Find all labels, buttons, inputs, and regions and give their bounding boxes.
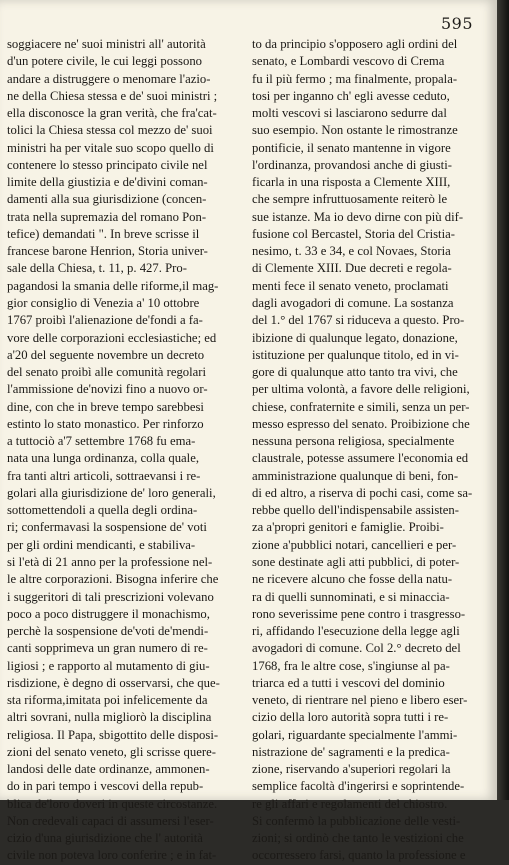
text-line: i suggeritori di tali prescrizioni volevano bbox=[7, 589, 214, 604]
text-line: d'un potere civile, le cui leggi possono bbox=[7, 54, 203, 69]
text-line: sottomettendoli a quella degli ordina- bbox=[7, 503, 198, 518]
text-line: golari, riguardante specialmente l'ammi- bbox=[252, 727, 458, 742]
text-line: avogadori di comune. Col 2.° decreto del bbox=[252, 641, 461, 656]
text-line: vore delle corporazioni ecclesiastiche; ed bbox=[7, 330, 217, 345]
text-line: per gli ordini mendicanti, e stabiliva- bbox=[7, 537, 196, 552]
text-line: occorressero farsi, quanto la professione e bbox=[252, 848, 466, 863]
text-line: che sempre infruttuosamente reiterò le bbox=[252, 192, 448, 207]
text-line: tolici la Chiesa stessa col mezzo de' suoi bbox=[7, 123, 213, 138]
text-line: do in pari tempo i vescovi della repub- bbox=[7, 779, 204, 794]
text-line: nessuna persona religiosa, specialmente bbox=[252, 434, 455, 449]
text-line: sale della Chiesa, t. 11, p. 427. Pro- bbox=[7, 261, 187, 276]
text-line: messo espresso del senato. Proibizione che bbox=[252, 416, 470, 431]
page-number: 595 bbox=[440, 14, 473, 33]
text-line: Non credevali capaci di assumersi l'eser- bbox=[7, 813, 214, 828]
text-line: re gli affari e regolamenti del chiostro. bbox=[252, 796, 448, 811]
text-line: ri; confermavasi la sospensione de' voti bbox=[7, 520, 207, 535]
text-line: fu il più fermo ; ma finalmente, propala- bbox=[252, 71, 458, 86]
text-line: semplice facoltà d'ingerirsi e soprintende- bbox=[252, 779, 465, 794]
text-line: l'ammissione de'novizi fino a nuovo or- bbox=[7, 382, 208, 397]
text-line: 1768, fra le altre cose, s'ingiunse al pa- bbox=[252, 658, 450, 673]
text-line: religiosa. Il Papa, sbigottito delle disposi- bbox=[7, 727, 219, 742]
text-line: l'ordinanza, provandosi anche di giusti- bbox=[252, 157, 452, 172]
text-line: cizio d'una giurisdizione che l' autorità bbox=[7, 831, 203, 846]
text-line: si l'età di 21 anno per la professione nel- bbox=[7, 554, 213, 569]
text-line: pagandosi la smania delle riforme,il mag- bbox=[7, 278, 219, 293]
text-line: contenere lo stesso principato civile nel bbox=[7, 157, 208, 172]
text-line: soggiacere ne' suoi ministri all' autorità bbox=[7, 37, 206, 51]
text-line: cizio della loro autorità sopra tutti i re- bbox=[252, 710, 449, 725]
text-line: civile non poteva loro conferire ; e in fat- bbox=[7, 848, 217, 863]
text-line: rebbe quello dell'indispensabile assisten- bbox=[252, 503, 459, 518]
text-line: zioni; si ordinò che tanto le vestizioni che bbox=[252, 831, 464, 846]
text-line: poco a poco distruggere il monachismo, bbox=[7, 606, 210, 621]
text-line: perchè la sospensione de'voti de'mendi- bbox=[7, 624, 209, 639]
text-line: di ed altro, a riserva di pochi casi, come sa- bbox=[252, 485, 473, 500]
text-line: ne della Chiesa stessa e de' suoi ministri ; bbox=[7, 88, 218, 103]
text-line: dagli avogadori di comune. La sostanza bbox=[252, 295, 454, 310]
text-line: a'20 del seguente novembre un decreto bbox=[7, 347, 205, 362]
text-line: fusione col Bercastel, Storia del Cristia- bbox=[252, 226, 455, 241]
right-paragraph bbox=[252, 36, 492, 865]
text-line: altri sovrani, nulla migliorò la disciplina bbox=[7, 710, 212, 725]
text-line: canti sopprimeva un gran numero di re- bbox=[7, 641, 208, 656]
text-line: chiese, confraternite e simili, senza un per- bbox=[252, 399, 470, 414]
text-line: molti vescovi si lasciarono sedurre dal bbox=[252, 106, 447, 121]
text-line: veneto, di rientrare nel pieno e libero eser- bbox=[252, 693, 468, 708]
text-line: a tuttociò a'7 settembre 1768 fu ema- bbox=[7, 434, 196, 449]
text-line: ministri ha per vitale suo scopo quello di bbox=[7, 140, 214, 155]
text-line: zione, riservando a'superiori regolari la bbox=[252, 762, 451, 777]
text-line: Si confermò la pubblicazione delle vesti- bbox=[252, 813, 461, 828]
text-line: za a'propri genitori e famiglie. Proibi- bbox=[252, 520, 444, 535]
text-line: claustrale, potesse assumere l'economia ed bbox=[252, 451, 469, 466]
text-line: nata una lunga ordinanza, colla quale, bbox=[7, 451, 199, 466]
text-line: estinto lo stato monastico. Per rinforzo bbox=[7, 416, 204, 431]
text-line: sue istanze. Ma io devo dirne con più dif- bbox=[252, 209, 464, 224]
text-line: damenti alla sua giurisdizione (concen- bbox=[7, 192, 207, 207]
text-line: tefice) demandati ". In breve scrisse il bbox=[7, 226, 200, 241]
text-line: to da principio s'opposero agli ordini del bbox=[252, 37, 458, 51]
text-line: zioni del senato veneto, gli scrisse quere- bbox=[7, 744, 216, 759]
text-line: limite della giustizia e de'divini coman- bbox=[7, 175, 208, 190]
text-line: del senato proibì alle comunità regolari bbox=[7, 365, 207, 380]
text-line: amministrazione qualunque di beni, fon- bbox=[252, 468, 459, 483]
text-line: gore di qualunque atto tanto tra vivi, che bbox=[252, 365, 458, 380]
text-line: gior consiglio di Venezia a' 10 ottobre bbox=[7, 295, 200, 310]
text-line: golari alla giurisdizione de' loro generali, bbox=[7, 485, 216, 500]
text-line: suo esempio. Non ostante le rimostranze bbox=[252, 123, 458, 138]
text-line: dine, con che in breve tempo sarebbesi bbox=[7, 399, 204, 414]
text-line: landosi delle date ordinanze, ammonen- bbox=[7, 762, 210, 777]
text-line: andare a distruggere o menomare l'azio- bbox=[7, 71, 211, 86]
text-line: senato, e Lombardi vescovo di Crema bbox=[252, 54, 445, 69]
left-paragraph bbox=[7, 36, 247, 865]
text-line: zione a'pubblici notari, cancellieri e per- bbox=[252, 537, 457, 552]
text-line: nistrazione de' sagramenti e la predica- bbox=[252, 744, 450, 759]
text-line: del 1.° del 1767 si riduceva a questo. Pro- bbox=[252, 313, 465, 328]
text-line: per ultima volontà, a favore delle religioni, bbox=[252, 382, 470, 397]
text-line: le altre corporazioni. Bisogna inferire che bbox=[7, 572, 219, 587]
text-line: rono severissime pene contro i trasgresso- bbox=[252, 606, 466, 621]
text-line: nesimo, t. 33 e 34, e col Novaes, Storia bbox=[252, 244, 451, 259]
book-gutter-shadow bbox=[497, 0, 509, 800]
text-line: trata nella supremazia del romano Pon- bbox=[7, 209, 207, 224]
text-line: risdizione, è degno di osservarsi, che que- bbox=[7, 675, 220, 690]
text-line: ne ricevere alcuno che fosse della natu- bbox=[252, 572, 453, 587]
text-line: ligiosi ; e rapporto al mutamento di giu- bbox=[7, 658, 210, 673]
text-line: ficarla in una risposta a Clemente XIII, bbox=[252, 175, 451, 190]
text-line: 1767 proibì l'alienazione de'fondi a fa- bbox=[7, 313, 203, 328]
text-line: di Clemente XIII. Due decreti e regola- bbox=[252, 261, 452, 276]
text-line: pontificie, il senato mantenne in vigore bbox=[252, 140, 451, 155]
text-line: sone destinate agli atti pubblici, di poter- bbox=[252, 554, 460, 569]
text-line: fra tanti altri articoli, sottraevansi i re- bbox=[7, 468, 201, 483]
text-line: ri, affidando l'esecuzione della legge agli bbox=[252, 624, 460, 639]
text-line: ra di quelli sunnominati, e si minaccia- bbox=[252, 589, 450, 604]
text-line: menti fece il senato veneto, proclamati bbox=[252, 278, 449, 293]
text-line: ibizione di qualunque legato, donazione, bbox=[252, 330, 458, 345]
text-line: francese barone Henrion, Storia univer- bbox=[7, 244, 208, 259]
right-text-column bbox=[252, 36, 492, 863]
text-line: sta riforma,imitata poi infelicemente da bbox=[7, 693, 208, 708]
text-line: istituzione per qualunque titolo, ed in vi- bbox=[252, 347, 459, 362]
text-line: blica de'loro doveri in queste circostanze. bbox=[7, 796, 218, 811]
text-line: triarca ed a tutti i vescovi del dominio bbox=[252, 675, 445, 690]
left-text-column bbox=[7, 36, 247, 863]
text-line: tosi per inganno ch' egli avesse ceduto, bbox=[252, 88, 450, 103]
text-line: ella disconosce la gran verità, che fra'cat- bbox=[7, 106, 217, 121]
